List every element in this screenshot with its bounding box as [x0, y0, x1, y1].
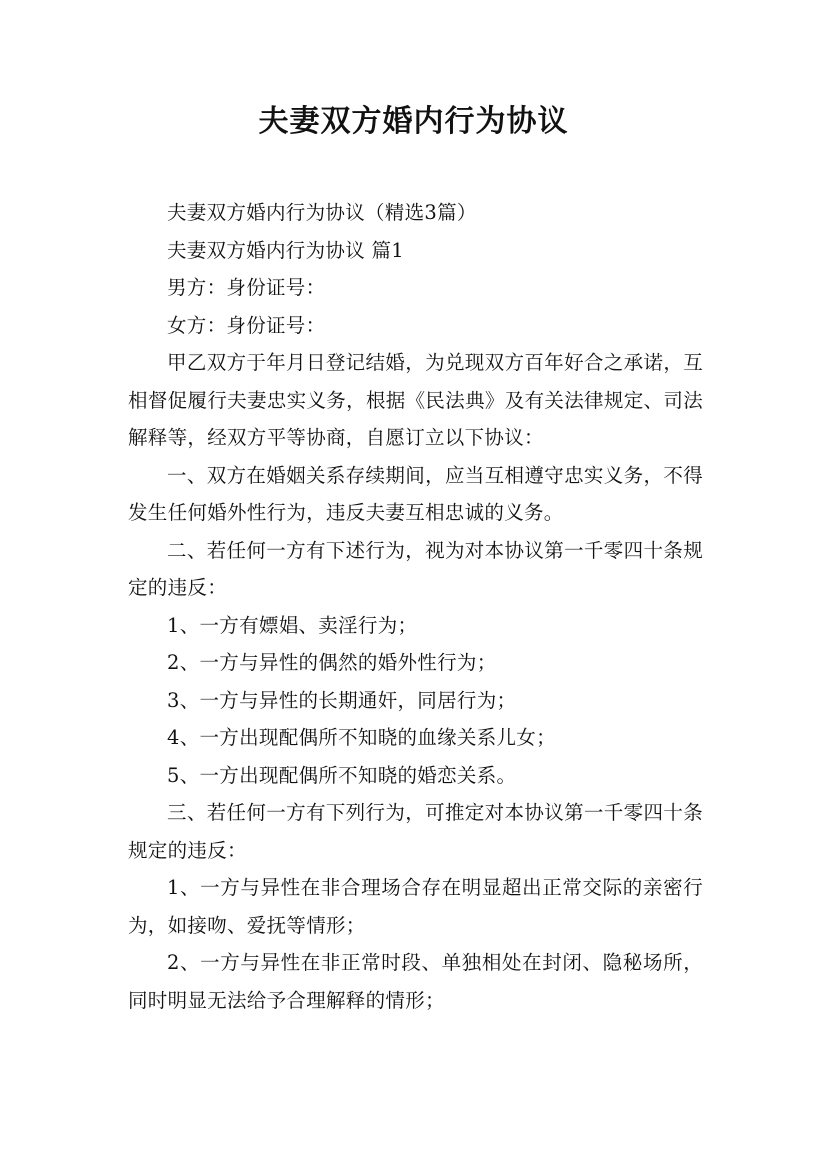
document-title: 夫妻双方婚内行为协议: [258, 104, 569, 139]
paragraph-section-heading: 夫妻双方婚内行为协议 篇1: [167, 238, 405, 262]
paragraph-clause-1: 一、双方在婚姻关系存续期间，应当互相遵守忠实义务，不得发生任何婚外性行为，违反夫妻互相忠诚的义务。: [128, 463, 703, 524]
paragraph-subtitle: 夫妻双方婚内行为协议（精选3篇）: [167, 201, 477, 224]
paragraph-clause-2: 二、若任何一方有下述行为，视为对本协议第一千零四十条规定的违反：: [128, 538, 703, 599]
document-body: [128, 194, 703, 1019]
paragraph-male-party: 男方：身份证号：: [167, 276, 326, 299]
paragraph-clause-2-item-2: 2、一方与异性的偶然的婚外性行为；: [167, 651, 497, 674]
paragraph-clause-3-item-1: 1、一方与异性在非合理场合存在明显超出正常交际的亲密行为，如接吻、爱抚等情形；: [128, 876, 703, 937]
paragraph-preamble: 甲乙双方于年月日登记结婚，为兑现双方百年好合之承诺，互相督促履行夫妻忠实义务，根据《民法典》及有关法律规定、司法解释等，经双方平等协商，自愿订立以下协议：: [128, 351, 703, 449]
paragraph-clause-2-item-5: 5、一方出现配偶所不知晓的婚恋关系。: [167, 763, 517, 787]
paragraph-female-party: 女方：身份证号：: [167, 313, 326, 337]
paragraph-clause-2-item-4: 4、一方出现配偶所不知晓的血缘关系儿女；: [167, 726, 556, 749]
paragraph-clause-2-item-1: 1、一方有嫖娼、卖淫行为；: [167, 613, 418, 637]
paragraph-clause-2-item-3: 3、一方与异性的长期通奸，同居行为；: [167, 688, 517, 712]
paragraph-clause-3: 三、若任何一方有下列行为，可推定对本协议第一千零四十条规定的违反：: [128, 801, 703, 862]
paragraph-clause-3-item-2: 2、一方与异性在非正常时段、单独相处在封闭、隐秘场所，同时明显无法给予合理解释的情形；: [128, 951, 703, 1012]
